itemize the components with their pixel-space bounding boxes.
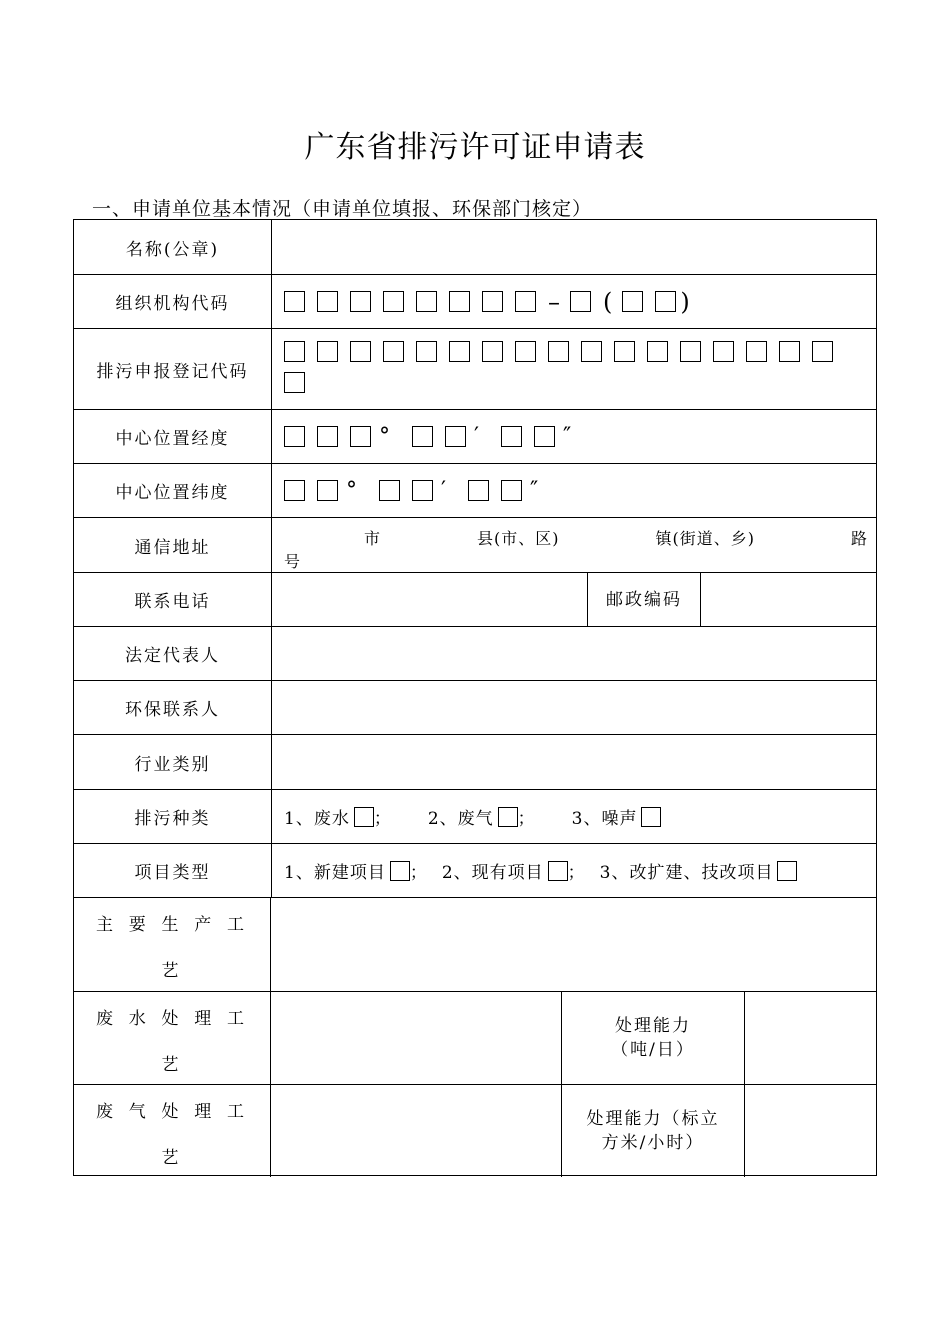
row-latitude xyxy=(74,463,876,517)
digit-box[interactable] xyxy=(284,426,305,447)
pollution-type-options xyxy=(272,790,876,843)
discharge-code-field[interactable] xyxy=(272,329,876,409)
minute-symbol: ′ xyxy=(474,424,479,449)
latitude-field[interactable] xyxy=(272,464,876,517)
waste-gas-capacity-label: 处理能力（标立 方米/小时） xyxy=(586,1109,720,1153)
row-main-process xyxy=(74,897,876,991)
checkbox[interactable] xyxy=(390,861,410,881)
industry-field[interactable] xyxy=(272,735,876,789)
row-pollution-type xyxy=(74,789,876,843)
longitude-field[interactable] xyxy=(272,410,876,463)
digit-box[interactable] xyxy=(412,426,433,447)
digit-box[interactable] xyxy=(468,480,489,501)
digit-box[interactable] xyxy=(350,426,371,447)
code-dash: – xyxy=(548,287,560,316)
org-code-label: 组织机构代码 xyxy=(74,275,272,328)
discharge-code-label: 排污申报登记代码 xyxy=(74,329,272,409)
phone-field[interactable] xyxy=(272,573,586,626)
code-box[interactable] xyxy=(284,341,305,362)
code-box[interactable] xyxy=(317,341,338,362)
checkbox[interactable] xyxy=(498,807,518,827)
postcode-label: 邮政编码 xyxy=(606,589,682,610)
phone-label: 联系电话 xyxy=(74,573,272,626)
wastewater-process-label: 废 水 处 理 工 艺 xyxy=(74,992,271,1084)
digit-box[interactable] xyxy=(412,480,433,501)
code-box[interactable] xyxy=(570,291,591,312)
code-close-paren: ) xyxy=(680,287,690,316)
code-box[interactable] xyxy=(284,291,305,312)
option-noise[interactable]: 3、噪声 xyxy=(572,804,662,829)
checkbox[interactable] xyxy=(641,807,661,827)
degree-symbol: ° xyxy=(379,424,390,449)
digit-box[interactable] xyxy=(534,426,555,447)
code-box[interactable] xyxy=(812,341,833,362)
code-box[interactable] xyxy=(482,341,503,362)
option-expansion-project[interactable]: 3、改扩建、技改项目 xyxy=(600,858,798,883)
code-box[interactable] xyxy=(449,291,470,312)
wastewater-capacity-field[interactable] xyxy=(745,992,876,1084)
legal-rep-label: 法定代表人 xyxy=(74,627,272,680)
address-label: 通信地址 xyxy=(74,518,272,572)
project-type-label: 项目类型 xyxy=(74,844,272,897)
address-county: 县(市、区) xyxy=(477,529,560,548)
env-contact-label: 环保联系人 xyxy=(74,681,272,734)
code-box[interactable] xyxy=(746,341,767,362)
checkbox[interactable] xyxy=(777,861,797,881)
code-box[interactable] xyxy=(548,341,569,362)
code-box[interactable] xyxy=(647,341,668,362)
row-env-contact xyxy=(74,680,876,734)
minute-symbol: ′ xyxy=(441,478,446,503)
postcode-field[interactable] xyxy=(701,573,876,626)
name-label: 名称(公章) xyxy=(74,220,272,274)
row-address xyxy=(74,517,876,572)
row-legal-rep xyxy=(74,626,876,680)
longitude-label: 中心位置经度 xyxy=(74,410,272,463)
digit-box[interactable] xyxy=(445,426,466,447)
project-type-options xyxy=(272,844,876,897)
legal-rep-field[interactable] xyxy=(272,627,876,680)
digit-box[interactable] xyxy=(284,480,305,501)
address-number: 号 xyxy=(284,552,301,571)
code-box[interactable] xyxy=(482,291,503,312)
application-form-table xyxy=(73,219,877,1176)
code-box[interactable] xyxy=(383,291,404,312)
row-discharge-code xyxy=(74,328,876,409)
address-field[interactable] xyxy=(272,518,876,572)
wastewater-capacity-label: 处理能力 （吨/日） xyxy=(611,1016,695,1060)
waste-gas-process-label: 废 气 处 理 工 艺 xyxy=(74,1085,271,1177)
row-name xyxy=(74,220,876,274)
code-box[interactable] xyxy=(317,291,338,312)
code-box[interactable] xyxy=(416,291,437,312)
pollution-type-label: 排污种类 xyxy=(74,790,272,843)
code-open-paren: ( xyxy=(603,287,613,316)
section-heading: 一、申请单位基本情况（申请单位填报、环保部门核定） xyxy=(92,198,593,220)
code-box[interactable] xyxy=(515,341,536,362)
code-box[interactable] xyxy=(350,341,371,362)
row-waste-gas-process xyxy=(74,1084,876,1177)
digit-box[interactable] xyxy=(501,480,522,501)
latitude-label: 中心位置纬度 xyxy=(74,464,272,517)
code-box[interactable] xyxy=(614,341,635,362)
wastewater-process-field[interactable] xyxy=(272,992,560,1084)
industry-label: 行业类别 xyxy=(74,735,272,789)
option-waste-gas[interactable]: 2、废气 ； xyxy=(428,804,536,829)
code-box[interactable] xyxy=(515,291,536,312)
row-project-type xyxy=(74,843,876,897)
name-field[interactable] xyxy=(272,220,876,274)
org-code-field[interactable] xyxy=(272,275,876,328)
row-org-code xyxy=(74,274,876,328)
option-wastewater[interactable]: 1、废水 ； xyxy=(284,804,392,829)
checkbox[interactable] xyxy=(548,861,568,881)
waste-gas-process-field[interactable] xyxy=(272,1085,560,1177)
row-industry xyxy=(74,734,876,789)
checkbox[interactable] xyxy=(354,807,374,827)
address-city: 市 xyxy=(364,529,382,548)
code-box[interactable] xyxy=(383,341,404,362)
digit-box[interactable] xyxy=(379,480,400,501)
code-box[interactable] xyxy=(655,291,676,312)
code-box[interactable] xyxy=(284,372,305,393)
code-box[interactable] xyxy=(449,341,470,362)
address-town: 镇(街道、乡) xyxy=(655,529,755,548)
code-box[interactable] xyxy=(350,291,371,312)
digit-box[interactable] xyxy=(317,480,338,501)
second-symbol: ″ xyxy=(530,478,539,503)
option-new-project[interactable]: 1、新建项目 ； xyxy=(284,858,428,883)
digit-box[interactable] xyxy=(501,426,522,447)
degree-symbol: ° xyxy=(346,478,357,503)
address-road: 路 xyxy=(850,529,868,548)
code-box[interactable] xyxy=(622,291,643,312)
code-box[interactable] xyxy=(581,341,602,362)
main-process-field[interactable] xyxy=(272,898,876,991)
digit-box[interactable] xyxy=(317,426,338,447)
waste-gas-capacity-field[interactable] xyxy=(745,1085,876,1177)
main-process-label: 主 要 生 产 工 艺 xyxy=(74,898,271,991)
second-symbol: ″ xyxy=(563,424,572,449)
env-contact-field[interactable] xyxy=(272,681,876,734)
option-existing-project[interactable]: 2、现有项目 ； xyxy=(442,858,586,883)
code-box[interactable] xyxy=(416,341,437,362)
code-box[interactable] xyxy=(713,341,734,362)
row-wastewater-process xyxy=(74,991,876,1084)
code-box[interactable] xyxy=(680,341,701,362)
row-longitude xyxy=(74,409,876,463)
row-phone xyxy=(74,572,876,626)
document-title: 广东省排污许可证申请表 xyxy=(304,130,646,165)
code-box[interactable] xyxy=(779,341,800,362)
